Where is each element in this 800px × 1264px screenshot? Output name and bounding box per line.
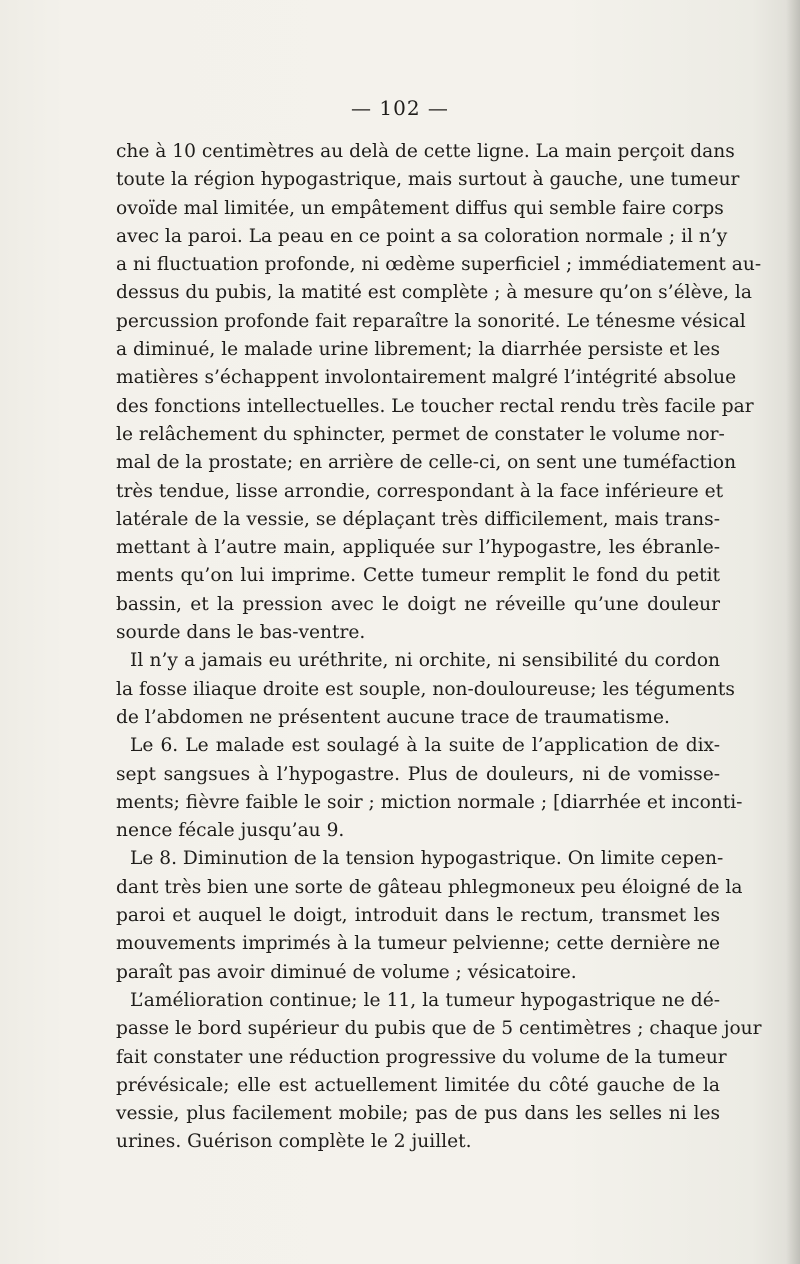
- text-line: che à 10 centimètres au delà de cette ligne. La main perçoit dans: [116, 141, 735, 162]
- text-line: a diminué, le malade urine librement; la diarrhée persiste et les: [116, 339, 720, 361]
- text-line: le relâchement du sphincter, permet de constater le volume nor-: [116, 423, 725, 445]
- text-line: vessie, plus facilement mobile; pas de pus dans les selles ni les: [116, 1103, 720, 1125]
- text-line: mettant à l’autre main, appliquée sur l’hypogastre, les ébranle-: [116, 537, 720, 559]
- text-line: Le 6. Le malade est soulagé à la suite de l’application de dix-: [130, 735, 720, 757]
- page-number-header: — 102 —: [351, 96, 449, 120]
- text-line: prévésicale; elle est actuellement limitée du côté gauche de la: [116, 1074, 720, 1096]
- text-line: Il n’y a jamais eu uréthrite, ni orchite, ni sensibilité du cordon: [130, 650, 720, 672]
- text-line: très tendue, lisse arrondie, correspondant à la face inférieure et: [116, 480, 724, 502]
- text-line: des fonctions intellectuelles. Le toucher rectal rendu très facile par: [116, 395, 754, 417]
- body-text: [116, 138, 762, 1157]
- text-line: a ni fluctuation profonde, ni œdème superficiel ; immédiatement au-: [116, 254, 762, 276]
- text-line: sourde dans le bas-ventre.: [116, 622, 366, 644]
- text-line: mouvements imprimés à la tumeur pelvienne; cette dernière ne: [116, 933, 720, 955]
- text-line: toute la région hypogastrique, mais surtout à gauche, une tumeur: [116, 169, 740, 191]
- text-line: ments; fièvre faible le soir ; miction normale ; [diarrhée et inconti-: [116, 791, 743, 813]
- text-line: dant très bien une sorte de gâteau phlegmoneux peu éloigné de la: [116, 876, 743, 898]
- text-line: urines. Guérison complète le 2 juillet.: [116, 1131, 472, 1153]
- text-line: mal de la prostate; en arrière de celle-ci, on sent une tuméfaction: [116, 452, 737, 474]
- text-line: ments qu’on lui imprime. Cette tumeur remplit le fond du petit: [116, 565, 720, 587]
- text-line: L’amélioration continue; le 11, la tumeur hypogastrique ne dé-: [130, 989, 720, 1011]
- text-line: avec la paroi. La peau en ce point a sa coloration normale ; il n’y: [116, 225, 728, 247]
- page-edge-shadow: [786, 0, 800, 1264]
- text-line: latérale de la vessie, se déplaçant très difficilement, mais trans-: [116, 508, 720, 530]
- text-line: passe le bord supérieur du pubis que de 5 centimètres ; chaque jour: [116, 1018, 762, 1040]
- text-line: Le 8. Diminution de la tension hypogastrique. On limite cepen-: [130, 848, 724, 870]
- text-line: percussion profonde fait reparaître la sonorité. Le ténesme vésical: [116, 310, 746, 332]
- text-line: de l’abdomen ne présentent aucune trace de traumatisme.: [116, 706, 670, 728]
- text-line: bassin, et la pression avec le doigt ne réveille qu’une douleur: [116, 593, 720, 615]
- text-line: la fosse iliaque droite est souple, non-douloureuse; les téguments: [116, 678, 735, 700]
- text-line: matières s’échappent involontairement malgré l’intégrité absolue: [116, 367, 737, 389]
- text-line: ovoïde mal limitée, un empâtement diffus qui semble faire corps: [116, 197, 724, 219]
- text-line: paraît pas avoir diminué de volume ; vésicatoire.: [116, 961, 577, 983]
- text-line: sept sangsues à l’hypogastre. Plus de douleurs, ni de vomisse-: [116, 763, 720, 785]
- text-line: nence fécale jusqu’au 9.: [116, 820, 345, 842]
- text-line: fait constater une réduction progressive du volume de la tumeur: [116, 1046, 727, 1068]
- text-line: paroi et auquel le doigt, introduit dans le rectum, transmet les: [116, 905, 720, 927]
- text-line: dessus du pubis, la matité est complète ; à mesure qu’on s’élève, la: [116, 282, 752, 304]
